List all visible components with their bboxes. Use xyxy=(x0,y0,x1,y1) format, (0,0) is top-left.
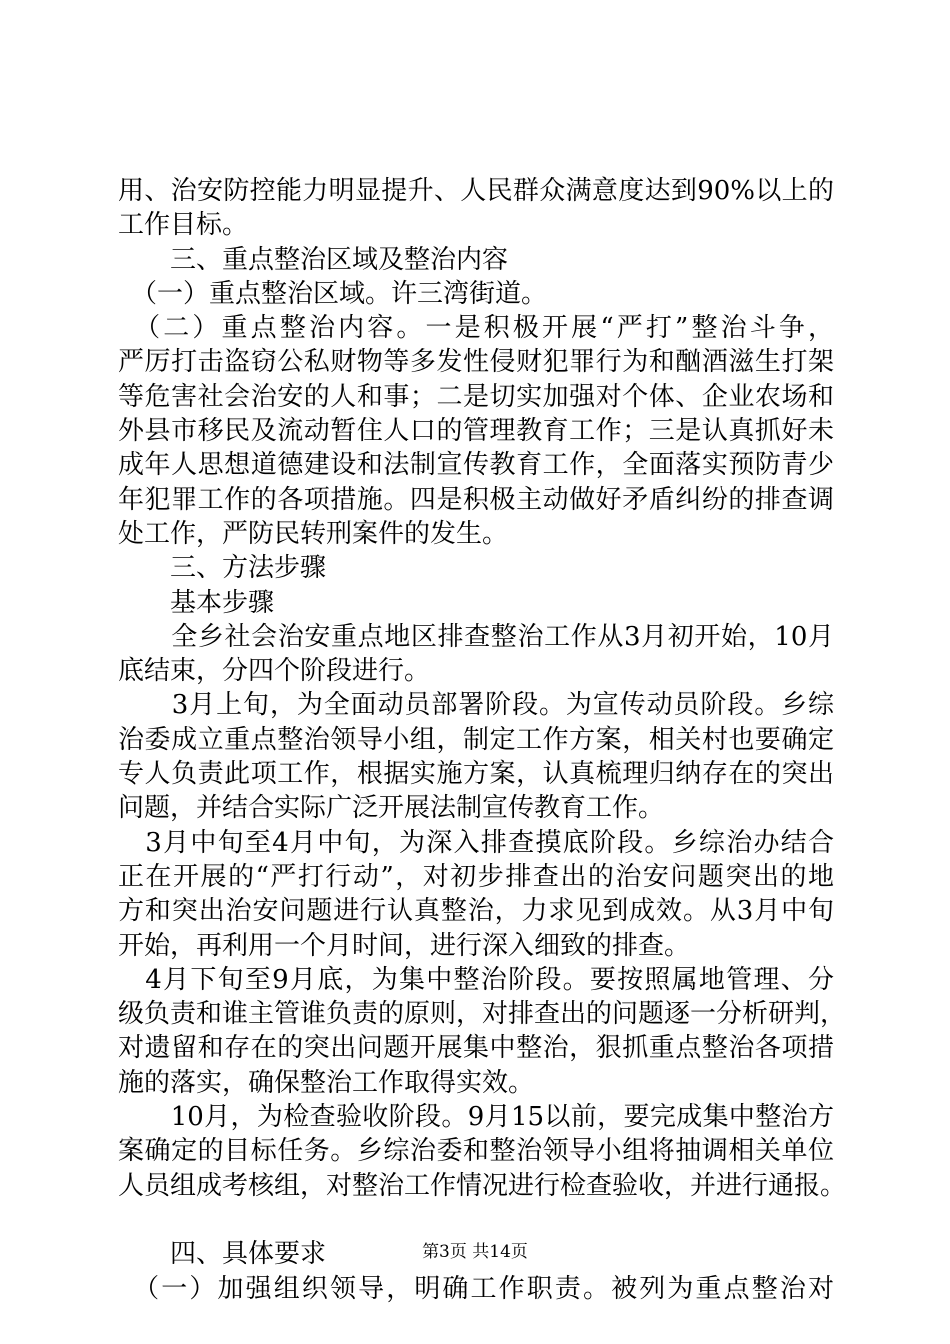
text-line: 底结束，分四个阶段进行。 xyxy=(118,656,431,687)
text-line: （一）重点整治区域。许三湾街道。 xyxy=(118,278,548,309)
text-line: 正在开展的“严打行动”，对初步排查出的治安问题突出的地 xyxy=(118,861,834,892)
text-line: 案确定的目标任务。乡综治委和整治领导小组将抽调相关单位 xyxy=(118,1136,834,1167)
blank-line xyxy=(118,1203,834,1237)
text-line: （一）加强组织领导，明确工作职责。被列为重点整治对 xyxy=(118,1273,834,1304)
text-line: 治委成立重点整治领导小组，制定工作方案，相关村也要确定 xyxy=(118,724,834,755)
text-line: 年犯罪工作的各项措施。四是积极主动做好矛盾纠纷的排查调 xyxy=(118,484,834,515)
text-line: 四、具体要求 xyxy=(118,1239,327,1270)
text-line: 人员组成考核组，对整治工作情况进行检查验收，并进行通报。 xyxy=(118,1170,847,1201)
text-line: 方和突出治安问题进行认真整治，力求见到成效。从3月中旬 xyxy=(118,896,834,927)
page-footer: 第3页 共14页 xyxy=(422,1242,528,1262)
text-line: 三、重点整治区域及整治内容 xyxy=(118,244,509,275)
text-line: 成年人思想道德建设和法制宣传教育工作，全面落实预防青少 xyxy=(118,450,834,481)
text-line: 3月上旬，为全面动员部署阶段。为宣传动员阶段。乡综 xyxy=(118,690,834,721)
text-line: 级负责和谁主管谁负责的原则，对排查出的问题逐一分析研判， xyxy=(118,999,847,1030)
text-line: 外县市移民及流动暂住人口的管理教育工作；三是认真抓好未 xyxy=(118,416,834,447)
text-line: 处工作，严防民转刑案件的发生。 xyxy=(118,518,509,549)
text-line: 10月，为检查验收阶段。9月15以前，要完成集中整治方 xyxy=(118,1102,834,1133)
text-line: 全乡社会治安重点地区排查整治工作从3月初开始，10月 xyxy=(118,621,834,652)
text-line: 4月下旬至9月底，为集中整治阶段。要按照属地管理、分 xyxy=(118,964,834,995)
text-line: 三、方法步骤 xyxy=(118,553,327,584)
text-line: 问题，并结合实际广泛开展法制宣传教育工作。 xyxy=(118,793,665,824)
text-line: 等危害社会治安的人和事；二是切实加强对个体、企业农场和 xyxy=(118,381,834,412)
document-body xyxy=(118,174,847,1306)
text-line: 工作目标。 xyxy=(118,210,249,241)
text-line: 严厉打击盗窃公私财物等多发性侵财犯罪行为和酗酒滋生打架 xyxy=(118,347,834,378)
text-line: 开始，再利用一个月时间，进行深入细致的排查。 xyxy=(118,930,691,961)
text-line: 用、治安防控能力明显提升、人民群众满意度达到90%以上的 xyxy=(118,176,834,206)
text-line: 基本步骤 xyxy=(118,587,275,618)
text-line: 3月中旬至4月中旬，为深入排查摸底阶段。乡综治办结合 xyxy=(118,827,834,858)
text-line: 专人负责此项工作，根据实施方案，认真梳理归纳存在的突出 xyxy=(118,759,834,790)
text-line: 施的落实，确保整治工作取得实效。 xyxy=(118,1067,535,1098)
text-line: 对遗留和存在的突出问题开展集中整治，狠抓重点整治各项措 xyxy=(118,1033,834,1064)
text-line: （二）重点整治内容。一是积极开展“严打”整治斗争， xyxy=(118,313,834,344)
